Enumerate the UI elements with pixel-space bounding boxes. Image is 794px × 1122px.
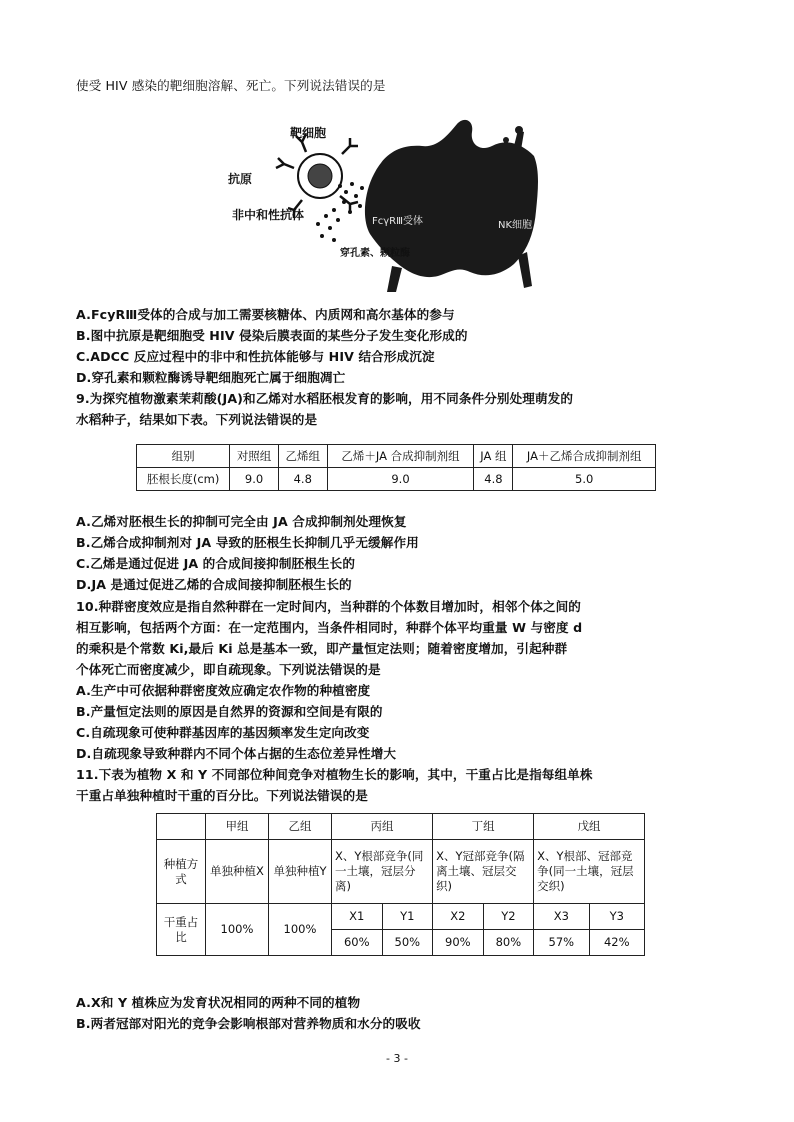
page-number: - 3 - [386,1052,408,1065]
receptor-label: FcγRⅢ受体 [372,216,424,227]
q11-sub-value: 80% [483,930,534,956]
q11-table [156,813,645,956]
q9-header-cell: JA＋乙烯合成抑制剂组 [513,445,656,468]
q11-group-header: 戊组 [534,814,645,840]
q9-stem-line1: 9.为探究植物激素茉莉酸(JA)和乙烯对水稻胚根发育的影响，用不同条件分别处理萌发的 [76,391,574,406]
q9-value-cell: 9.0 [230,468,279,491]
q11-sub-header-row [157,904,645,930]
q11-sub-value: 57% [534,930,589,956]
q11-option-b: B.两者冠部对阳光的竞争会影响根部对营养物质和水分的吸收 [76,1016,421,1031]
q11-method-cell: 单独种植Y [269,840,332,904]
q10-stem-line1: 10.种群密度效应是指自然种群在一定时间内，当种群的个体数目增加时，相邻个体之间的 [76,599,581,614]
q11-sub-header: X1 [332,904,383,930]
perforin-label: 穿孔素、颗粒酶 [340,248,410,259]
q11-method-cell: X、Y冠部竞争(隔离土壤、冠层交织) [433,840,534,904]
q9-header-cell: 乙烯组 [278,445,327,468]
q11-sub-value: 60% [332,930,383,956]
intro-line: 使受 HIV 感染的靶细胞溶解、死亡。下列说法错误的是 [76,78,386,93]
q9-table [136,444,656,491]
q9-option-c: C.乙烯是通过促进 JA 的合成间接抑制胚根生长的 [76,556,356,571]
adcc-figure [222,116,542,296]
q9-option-d: D.JA 是通过促进乙烯的合成间接抑制胚根生长的 [76,577,352,592]
q11-row1-label: 种植方式 [157,840,206,904]
q10-option-d: D.自疏现象导致种群内不同个体占据的生态位差异性增大 [76,746,397,761]
q11-sub-header: X3 [534,904,589,930]
target-cell-label: 靶细胞 [290,126,327,140]
q11-sub-value: 90% [433,930,484,956]
antigen-label: 抗原 [228,172,253,186]
q9-value-cell: 4.8 [474,468,513,491]
q11-jia-value: 100% [206,904,269,956]
q11-corner-cell [157,814,206,840]
q8-option-a: A.FcyRⅢ受体的合成与加工需要核糖体、内质网和高尔基体的参与 [76,307,455,322]
q11-sub-header: Y1 [382,904,433,930]
q11-stem-line2: 干重占单独种植时干重的百分比。下列说法错误的是 [76,788,368,803]
q9-table-data-row [137,468,656,491]
q11-option-a: A.X和 Y 植株应为发育状况相同的两种不同的植物 [76,995,361,1010]
q11-group-header: 乙组 [269,814,332,840]
antibody-label: 非中和性抗体 [232,208,305,222]
q11-group-row [157,814,645,840]
q11-sub-value: 42% [589,930,644,956]
q11-sub-header: X2 [433,904,484,930]
q8-option-d: D.穿孔素和颗粒酶诱导靶细胞死亡属于细胞凋亡 [76,370,346,385]
q9-table-header-row [137,445,656,468]
q11-sub-value: 50% [382,930,433,956]
q11-sub-header: Y2 [483,904,534,930]
q11-stem-line1: 11.下表为植物 X 和 Y 不同部位种间竞争对植物生长的影响，其中，干重占比是指每组单株 [76,767,593,782]
q10-stem-line2: 相互影响，包括两个方面：在一定范围内，当条件相同时，种群个体平均重量 W 与密度 d [76,620,583,635]
q9-header-cell: 乙烯＋JA 合成抑制剂组 [327,445,474,468]
q11-group-header: 甲组 [206,814,269,840]
q9-value-cell: 5.0 [513,468,656,491]
q11-method-cell: X、Y根部、冠部竞争(同一土壤，冠层交织) [534,840,645,904]
q10-stem-line3: 的乘积是个常数 Ki,最后 Ki 总是基本一致，即产量恒定法则；随着密度增加，引起种群 [76,641,568,656]
q10-option-b: B.产量恒定法则的原因是自然界的资源和空间是有限的 [76,704,383,719]
q11-group-header: 丙组 [332,814,433,840]
q9-option-a: A.乙烯对胚根生长的抑制可完全由 JA 合成抑制剂处理恢复 [76,514,407,529]
q11-row2-label: 干重占比 [157,904,206,956]
q10-stem-line4: 个体死亡而密度减少，即自疏现象。下列说法错误的是 [76,662,381,677]
q10-option-c: C.自疏现象可使种群基因库的基因频率发生定向改变 [76,725,370,740]
q9-header-cell: 对照组 [230,445,279,468]
q11-yi-value: 100% [269,904,332,956]
q11-method-row [157,840,645,904]
q11-method-cell: 单独种植X [206,840,269,904]
q9-value-cell: 9.0 [327,468,474,491]
q11-group-header: 丁组 [433,814,534,840]
q11-method-cell: X、Y根部竞争(同一土壤，冠层分离) [332,840,433,904]
q8-option-b: B.图中抗原是靶细胞受 HIV 侵染后膜表面的某些分子发生变化形成的 [76,328,468,343]
nk-cell-label: NK细胞 [498,220,533,231]
q9-header-cell: 组别 [137,445,230,468]
q10-option-a: A.生产中可依据种群密度效应确定农作物的种植密度 [76,683,371,698]
q9-option-b: B.乙烯合成抑制剂对 JA 导致的胚根生长抑制几乎无缓解作用 [76,535,419,550]
q9-row-label: 胚根长度(cm) [137,468,230,491]
q9-header-cell: JA 组 [474,445,513,468]
q8-option-c: C.ADCC 反应过程中的非中和性抗体能够与 HIV 结合形成沉淀 [76,349,435,364]
q9-value-cell: 4.8 [278,468,327,491]
q9-stem-line2: 水稻种子，结果如下表。下列说法错误的是 [76,412,318,427]
q11-sub-header: Y3 [589,904,644,930]
